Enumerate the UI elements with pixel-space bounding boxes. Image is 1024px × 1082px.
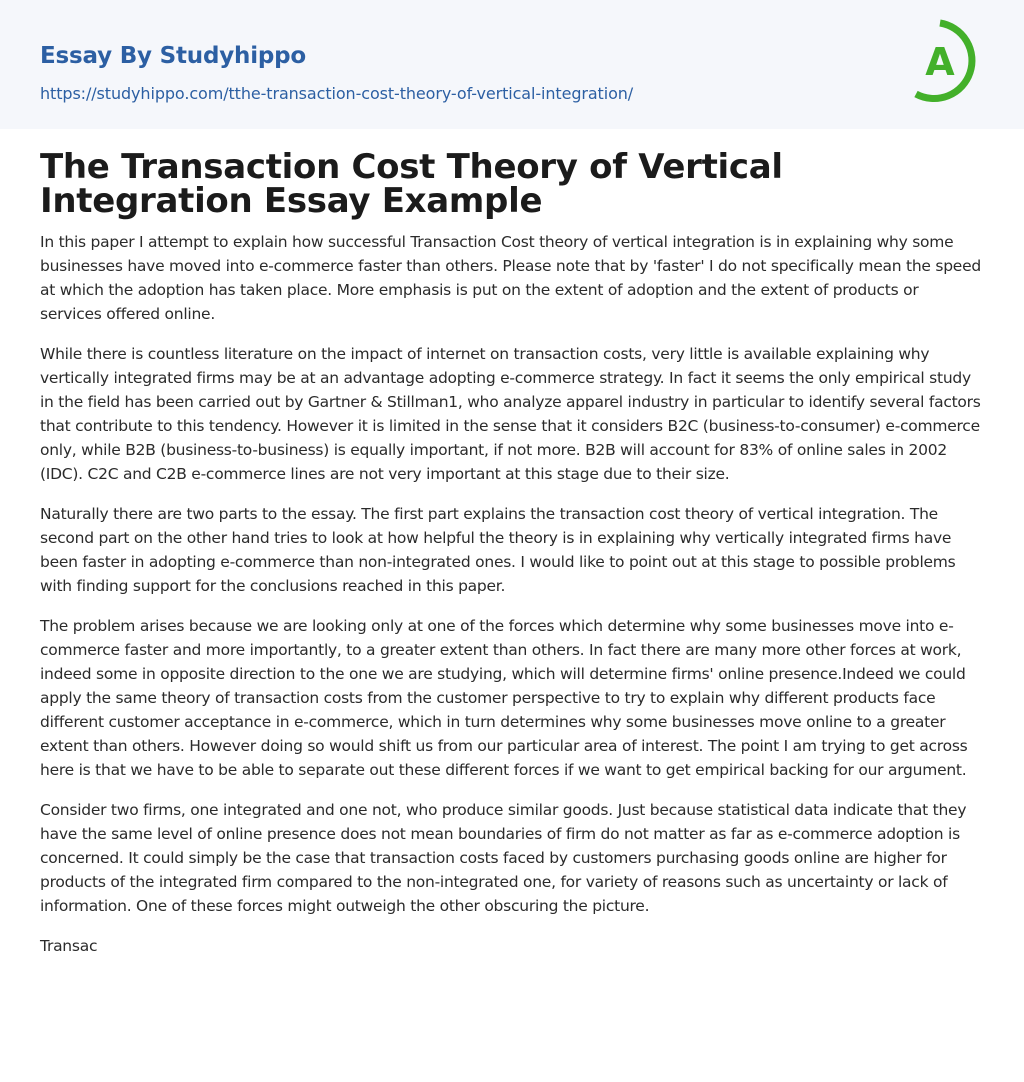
article-paragraph: Consider two firms, one integrated and one not, who produce similar goods. Just because statistical data indicate that they have the same level of online presence does not mean boundaries of firm do not matter as far as e-commerce adoption is concerned. It could simply be the case that transaction costs faced by customers purchasing goods online are higher for products of the integrated firm compared to the non-integrated one, for variety of reasons such as uncertainty or lack of information. One of these forces might outweigh the other obscuring the picture.	[40, 801, 967, 915]
logo-letter: A	[925, 40, 955, 84]
article-paragraph: While there is countless literature on the impact of internet on transaction costs, very little is available explaining why vertically integrated firms may be at an advantage adopting e-commerce strategy. In fact it seems the only empirical study in the field has been carried out by Gartner & Stillman1, who analyze apparel industry in particular to identify several factors that contribute to this tendency. However it is limited in the sense that it considers B2C (business-to-consumer) e-commerce only, while B2B (business-to-business) is equally important, if not more. B2B will account for 83% of online sales in 2002 (IDC). C2C and C2B e-commerce lines are not very important at this stage due to their size.	[40, 345, 981, 483]
site-header	[0, 0, 1024, 129]
article-paragraph: Naturally there are two parts to the essay. The first part explains the transaction cost theory of vertical integration. The second part on the other hand tries to look at how helpful the theory is in explaining why vertically integrated firms have been faster in adopting e-commerce than non-integrated ones. I would like to point out at this stage to possible problems with finding support for the conclusions reached in this paper.	[40, 505, 956, 595]
article-paragraph-truncated: Transac	[40, 937, 98, 955]
studyhippo-logo[interactable]	[912, 18, 988, 106]
article-content	[40, 147, 984, 958]
page-title: The Transaction Cost Theory of Vertical Integration Essay Example	[40, 147, 783, 221]
article-paragraph: The problem arises because we are looking only at one of the forces which determine why some businesses move into e-commerce faster and more importantly, to a greater extent than others. In fact there are many more other forces at work, indeed some in opposite direction to the one we are studying, which will determine firms' online presence.Indeed we could apply the same theory of transaction costs from the customer perspective to try to explain why different products face different customer acceptance in e-commerce, which in turn determines why some businesses move online to a greater extent than others. However doing so would shift us from our particular area of interest. The point I am trying to get across here is that we have to be able to separate out these different forces if we want to get empirical backing for our argument.	[40, 617, 968, 779]
brand-title[interactable]: Essay By Studyhippo	[40, 43, 307, 69]
source-url-link[interactable]: https://studyhippo.com/tthe-transaction-cost-theory-of-vertical-integration/	[40, 84, 634, 103]
article-paragraph: In this paper I attempt to explain how successful Transaction Cost theory of vertical integration is in explaining why some businesses have moved into e-commerce faster than others. Please note that by 'faster' I do not specifically mean the speed at which the adoption has taken place. More emphasis is put on the extent of adoption and the extent of products or services offered online.	[40, 233, 981, 323]
